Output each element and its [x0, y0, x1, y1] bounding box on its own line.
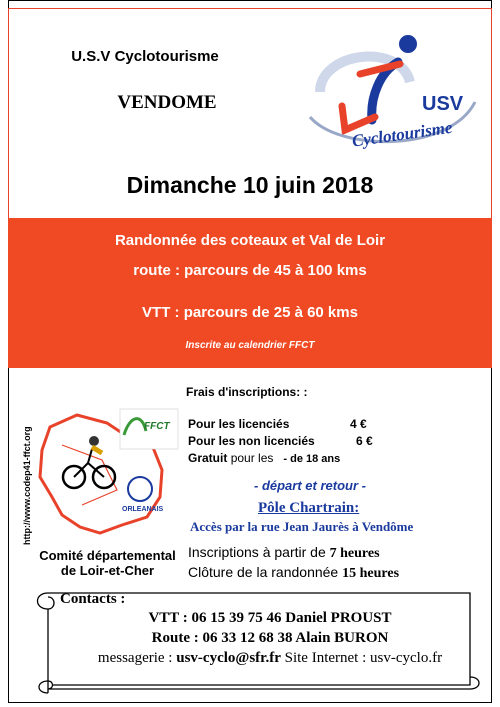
contact-route: [60, 630, 480, 647]
departure-access: Accès par la rue Jean Jaurès à Vendôme: [190, 519, 414, 534]
club-name: U.S.V Cyclotourisme: [71, 48, 219, 65]
logo-arm: [360, 64, 400, 74]
registration-time: [188, 544, 380, 562]
logo-usv-text: USV: [422, 93, 464, 115]
closing-hour: 15 heures: [342, 566, 400, 581]
logo-head: [399, 35, 417, 53]
fee-free-age: - de 18 ans: [283, 453, 341, 465]
ffct-badge: [120, 409, 178, 449]
mail-prefix: messagerie :: [97, 650, 173, 666]
fee-free: [188, 451, 340, 465]
registration-prefix: Inscriptions à partir de: [188, 544, 326, 560]
fee-free-rest: pour les: [230, 451, 274, 465]
contact-vtt-text: VTT : 06 15 39 75 46 Daniel PROUST: [148, 610, 392, 626]
contact-mail: [60, 650, 480, 667]
committee-url[interactable]: http://www.codep41-ffct.org: [22, 426, 32, 545]
ffct-text: FFCT: [144, 421, 170, 432]
website[interactable]: Site Internet : usv-cyclo.fr: [284, 650, 443, 666]
logo-script-text: Cyclotourisme: [350, 117, 454, 151]
fee-licensed-amount: 4 €: [350, 417, 367, 431]
contact-route-text: Route : 06 33 12 68 38 Alain BURON: [151, 630, 389, 646]
fee-unlicensed-amount: 6 €: [356, 434, 373, 448]
calendar-note: Inscrite au calendrier FFCT: [185, 340, 315, 351]
departure-place: Pôle Chartrain:: [258, 500, 360, 516]
scroll-top-curl: [38, 593, 55, 609]
ride-title: Randonnée des coteaux et Val de Loir: [114, 232, 386, 249]
mail-address[interactable]: usv-cyclo@sfr.fr: [176, 650, 281, 666]
departure-title: - départ et retour -: [254, 478, 366, 493]
fee-licensed: [188, 417, 367, 431]
usv-logo: [300, 22, 480, 162]
fee-unlicensed-label: Pour les non licenciés: [188, 434, 315, 448]
fees-title: Frais d'inscriptions: :: [186, 385, 308, 399]
committee-line1: Comité départemental: [39, 548, 176, 563]
road-route: route : parcours de 45 à 100 kms: [133, 262, 367, 279]
orleanais-emblem: [128, 477, 152, 501]
event-band: [8, 218, 492, 368]
fee-unlicensed: [188, 434, 373, 448]
orleanais-text: ORLEANAIS: [122, 506, 164, 513]
registration-hour: 7 heures: [329, 546, 380, 561]
closing-time: [188, 564, 399, 582]
department-map: [22, 405, 182, 550]
fee-licensed-label: Pour les licenciés: [188, 417, 290, 431]
fee-free-word: Gratuit: [188, 451, 228, 465]
city-name: VENDOME: [117, 92, 217, 113]
contact-vtt: [60, 610, 480, 627]
closing-prefix: Clôture de la randonnée: [188, 564, 339, 580]
committee-name: [30, 548, 185, 578]
contacts-title: Contacts :: [60, 591, 126, 607]
vtt-route: VTT : parcours de 25 à 60 kms: [142, 304, 358, 321]
committee-line2: de Loir-et-Cher: [60, 563, 155, 578]
event-date: Dimanche 10 juin 2018: [126, 172, 374, 198]
